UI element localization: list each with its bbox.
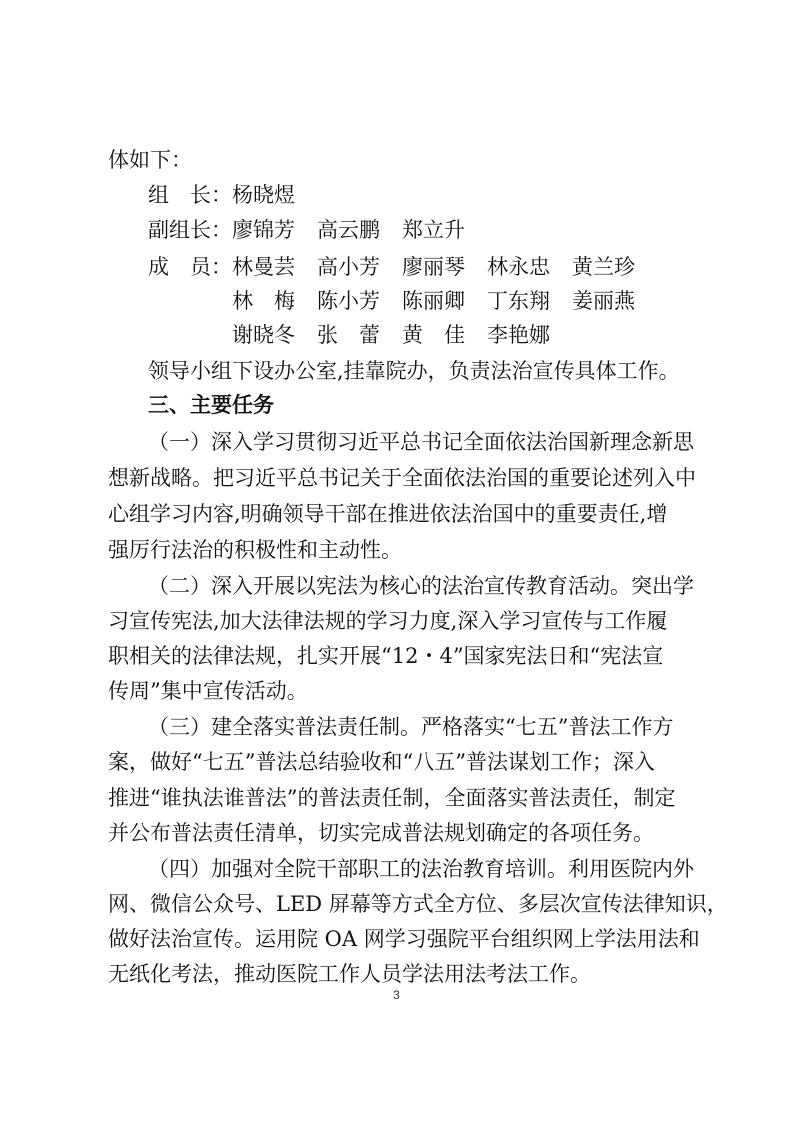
paragraph-line: 并公布普法责任清单，切实完成普法规划确定的各项任务。 bbox=[108, 821, 654, 845]
paragraph-line: （一）深入学习贯彻习近平总书记全面依法治国新理念新思 bbox=[148, 430, 694, 454]
member-name: 黄兰珍 bbox=[572, 255, 635, 279]
page-number: 3 bbox=[393, 988, 400, 1002]
member-name: 高小芳 bbox=[317, 255, 380, 279]
member-row-2 bbox=[232, 286, 635, 316]
paragraph-line: 强厉行法治的积极性和主动性。 bbox=[108, 538, 402, 562]
member-name: 廖丽琴 bbox=[402, 255, 465, 279]
paragraph-line: 无纸化考法，推动医院工作人员学法用法考法工作。 bbox=[108, 962, 591, 986]
member-name: 陈小芳 bbox=[317, 289, 380, 313]
paragraph-line: （三）建全落实普法责任制。严格落实“七五”普法工作方 bbox=[148, 715, 674, 739]
paragraph-line: 网、微信公众号、LED 屏幕等方式全方位、多层次宣传法律知识， bbox=[108, 892, 728, 916]
member-name: 姜丽燕 bbox=[572, 289, 635, 313]
paragraph-line: （二）深入开展以宪法为核心的法治宣传教育活动。突出学 bbox=[148, 574, 694, 598]
deputy-label: 副组长： bbox=[148, 218, 232, 242]
paragraph-line: 推进“谁执法谁普法”的普法责任制，全面落实普法责任，制定 bbox=[108, 786, 676, 810]
deputy-name: 廖锦芳 bbox=[232, 218, 295, 242]
leader-label: 组 长： bbox=[148, 183, 232, 207]
member-name: 林永忠 bbox=[487, 255, 550, 279]
deputy-name: 高云鹏 bbox=[317, 218, 380, 242]
leader-name: 杨晓煜 bbox=[232, 183, 295, 207]
paragraph-line: 习宣传宪法,加大法律法规的学习力度,深入学习宣传与工作履 bbox=[108, 609, 668, 633]
paragraph-line: 案，做好“七五”普法总结验收和“八五”普法谋划工作；深入 bbox=[108, 750, 655, 774]
member-name: 黄 佳 bbox=[402, 323, 465, 347]
member-name: 陈丽卿 bbox=[402, 289, 465, 313]
member-name: 谢晓冬 bbox=[232, 323, 295, 347]
paragraph-line: 心组学习内容,明确领导干部在推进依法治国中的重要责任,增 bbox=[108, 502, 668, 526]
intro-tail: 体如下： bbox=[108, 148, 192, 172]
paragraph-line: 做好法治宣传。运用院 OA 网学习强院平台组织网上学法用法和 bbox=[108, 927, 700, 951]
deputy-name: 郑立升 bbox=[402, 218, 465, 242]
paragraph-line: 想新战略。把习近平总书记关于全面依法治国的重要论述列入中 bbox=[108, 466, 696, 490]
paragraph-line: 传周”集中宣传活动。 bbox=[108, 679, 308, 703]
member-name: 李艳娜 bbox=[487, 323, 550, 347]
section-heading: 三、主要任务 bbox=[148, 392, 274, 417]
paragraph-line: （四）加强对全院干部职工的法治教育培训。利用医院内外 bbox=[148, 857, 694, 881]
member-row-3 bbox=[232, 320, 550, 350]
member-name: 林 梅 bbox=[232, 289, 295, 313]
member-row-1 bbox=[148, 252, 635, 282]
deputy-row bbox=[148, 215, 465, 245]
member-name: 林曼芸 bbox=[232, 255, 295, 279]
member-label: 成 员： bbox=[148, 255, 232, 279]
office-note: 领导小组下设办公室,挂靠院办，负责法治宣传具体工作。 bbox=[148, 359, 680, 383]
member-name: 张 蕾 bbox=[317, 323, 380, 347]
leader-row bbox=[148, 180, 295, 210]
paragraph-line: 职相关的法律法规，扎实开展“12・4”国家宪法日和“宪法宣 bbox=[108, 644, 664, 668]
member-name: 丁东翔 bbox=[487, 289, 550, 313]
